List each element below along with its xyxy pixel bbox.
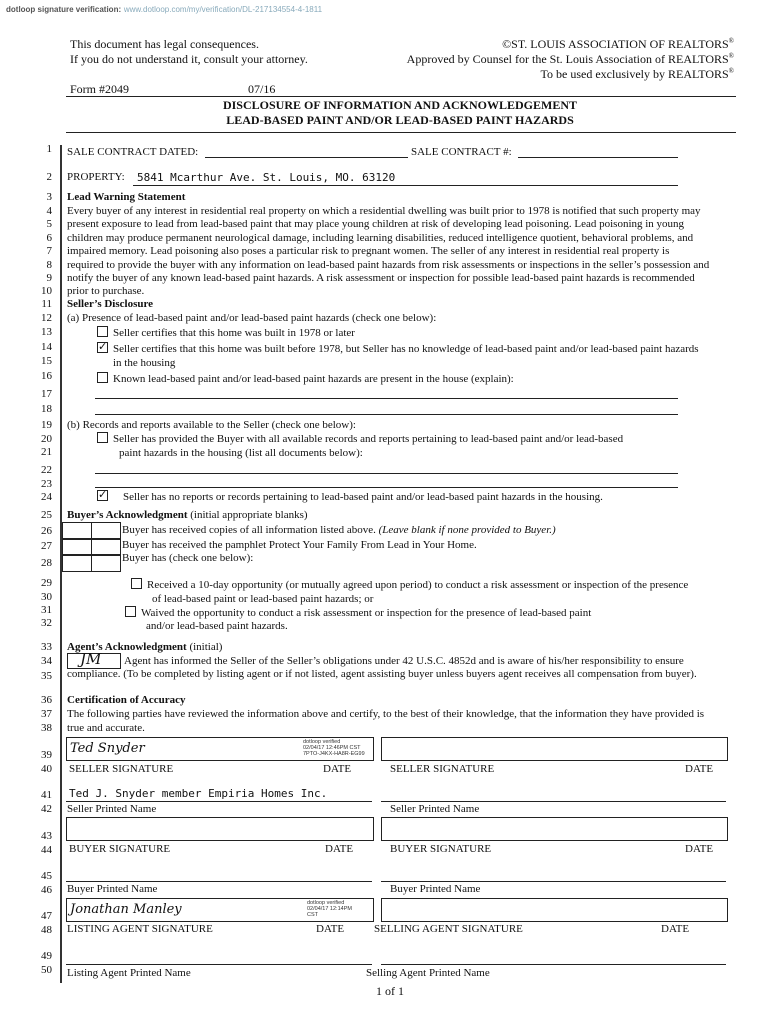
selling-agent-printed-name-label: Selling Agent Printed Name [366, 967, 490, 979]
selling-agent-printed-line [381, 964, 726, 965]
line-number: 36 [41, 694, 52, 706]
line-number: 11 [41, 298, 52, 310]
line-number: 43 [41, 830, 52, 842]
listing-agent-date-label: DATE [316, 923, 345, 935]
documents-line-1[interactable] [95, 473, 678, 474]
buyers-ack-heading: Buyer’s Acknowledgment (initial appropriate blanks) [67, 509, 308, 521]
line-number: 18 [41, 403, 52, 415]
warning-line: children may produce permanent neurological damage, including learning disabilities, reduced intelligence quotient, behavioral problems, and [67, 232, 694, 244]
seller-date-label: DATE [323, 763, 352, 775]
line-number: 23 [41, 478, 52, 490]
line-number: 10 [41, 285, 52, 297]
agent-initial-box[interactable] [67, 650, 121, 669]
option-10-day-opportunity: Received a 10-day opportunity (or mutually agreed upon period) to conduct a risk assessment or inspection of the presence [131, 578, 688, 591]
buyer-signature-label: BUYER SIGNATURE [69, 843, 171, 855]
agent-ack-line2: compliance. (To be completed by listing agent or if not listed, agent assisting buyer unless buyers agent receives all compensation from buyer). [67, 668, 697, 680]
documents-line-2[interactable] [95, 487, 678, 488]
line-number: 9 [46, 272, 52, 284]
checkbox-waived[interactable] [125, 606, 136, 617]
line-number: 42 [41, 803, 52, 815]
listing-agent-signature: Jonathan Manley [70, 902, 182, 917]
line-number: 27 [41, 540, 52, 552]
approval-line: Approved by Counsel for the St. Louis Association of REALTORS® [406, 52, 734, 66]
warning-line: notify the buyer of any known lead-based paint hazards. A risk assessment or inspection for possible lead-based paint hazards is recommended [67, 272, 695, 284]
line-number: 39 [41, 749, 52, 761]
agent-initials: JM [80, 650, 102, 668]
checkbox-known-lead[interactable] [97, 372, 108, 383]
property-value[interactable]: 5841 Mcarthur Ave. St. Louis, MO. 63120 [137, 171, 396, 184]
disclosure-b-label: (b) Records and reports available to the Seller (check one below): [67, 419, 356, 431]
warning-line: Every buyer of any interest in residential real property on which a residential dwelling was built prior to 1978 is notified that such property may [67, 205, 701, 217]
option-waived: Waived the opportunity to conduct a risk assessment or inspection for the presence of lead-based paint [125, 606, 591, 619]
option-built-1978-or-later: Seller certifies that this home was built in 1978 or later [97, 326, 355, 339]
page-number: 1 of 1 [376, 984, 404, 998]
option-built-before-1978-cont: in the housing [113, 357, 176, 369]
line-number: 37 [41, 708, 52, 720]
selling-agent-date-label: DATE [661, 923, 690, 935]
dotloop-verified-stamp: dotloop verified 02/04/17 12:46PM CST 7PTO-J4KX-HA8R-EG99 [303, 739, 365, 757]
selling-agent-signature-label: SELLING AGENT SIGNATURE [374, 923, 523, 935]
buyer-printed-name-label: Buyer Printed Name [67, 883, 158, 895]
line-number: 1 [46, 143, 52, 155]
line-number: 38 [41, 722, 52, 734]
line-number: 17 [41, 388, 52, 400]
disclosure-a-label: (a) Presence of lead-based paint and/or lead-based paint hazards (check one below): [67, 312, 437, 324]
line-number: 3 [46, 191, 52, 203]
option-known-lead: Known lead-based paint and/or lead-based paint hazards are present in the house (explain): [97, 372, 514, 385]
property-label: PROPERTY: [67, 171, 125, 183]
header-divider [66, 96, 736, 97]
line-number: 22 [41, 464, 52, 476]
buyer2-printed-name-label: Buyer Printed Name [390, 883, 481, 895]
option-built-before-1978: ✓Seller certifies that this home was built before 1978, but Seller has no knowledge of lead-based paint and/or lead-based paint hazards [97, 342, 699, 355]
line-number: 16 [41, 370, 52, 382]
checkbox-10-day-opportunity[interactable] [131, 578, 142, 589]
seller-printed-name-value[interactable]: Ted J. Snyder member Empiria Homes Inc. [69, 787, 328, 800]
lead-warning-heading: Lead Warning Statement [67, 191, 186, 203]
form-title-line1: DISCLOSURE OF INFORMATION AND ACKNOWLEDGEMENT [222, 98, 578, 112]
line-number: 32 [41, 617, 52, 629]
warning-line: impaired memory. Lead poisoning also poses a particular risk to pregnant women. The seller of any interest in residential real property is [67, 245, 670, 257]
seller-signature-label: SELLER SIGNATURE [69, 763, 174, 775]
seller2-printed-line [381, 801, 726, 802]
checkbox-records-provided[interactable] [97, 432, 108, 443]
seller-signature-box[interactable] [66, 737, 374, 761]
checkbox-built-after-1978[interactable] [97, 326, 108, 337]
buyer-date-label: DATE [325, 843, 354, 855]
agents-ack-heading: Agent’s Acknowledgment (initial) [67, 641, 223, 653]
copyright-line: ©ST. LOUIS ASSOCIATION OF REALTORS® [502, 37, 734, 51]
buyer-has-check-one: Buyer has (check one below): [122, 552, 254, 564]
legal-notice-line1: This document has legal consequences. [70, 37, 259, 51]
listing-agent-signature-label: LISTING AGENT SIGNATURE [67, 923, 213, 935]
option-no-records: ✓Seller has no reports or records pertaining to lead-based paint and/or lead-based paint hazards in the housing. [97, 490, 603, 503]
buyer-printed-line [66, 881, 372, 882]
line-number: 19 [41, 419, 52, 431]
line-number: 5 [46, 218, 52, 230]
listing-agent-signature-box[interactable] [66, 898, 374, 922]
line-number: 12 [41, 312, 52, 324]
buyer2-printed-line [381, 881, 726, 882]
seller2-signature-label: SELLER SIGNATURE [390, 763, 495, 775]
line-number: 26 [41, 525, 52, 537]
line-number: 29 [41, 577, 52, 589]
buyer-initial-box[interactable] [62, 554, 92, 572]
certification-line2: true and accurate. [67, 722, 145, 734]
line-number: 6 [46, 232, 52, 244]
selling-agent-signature-box[interactable] [381, 898, 728, 922]
buyer-signature-box[interactable] [66, 817, 374, 841]
line-number: 45 [41, 870, 52, 882]
buyer-received-copies: Buyer has received copies of all information listed above. (Leave blank if none provided to Buyer.) [122, 524, 556, 536]
line-number: 41 [41, 789, 52, 801]
verification-banner [6, 3, 770, 21]
line-number: 15 [41, 355, 52, 367]
seller-printed-line [66, 801, 372, 802]
form-title-line2: LEAD-BASED PAINT AND/OR LEAD-BASED PAINT HAZARDS [226, 113, 574, 127]
line-number: 24 [41, 491, 52, 503]
checkbox-built-before-1978[interactable] [97, 342, 108, 353]
line-number: 31 [41, 604, 52, 616]
line-number: 13 [41, 326, 52, 338]
buyer2-signature-box[interactable] [381, 817, 728, 841]
option-records-provided-cont: paint hazards in the housing (list all documents below): [119, 447, 363, 459]
line-number: 8 [46, 259, 52, 271]
line-number: 47 [41, 910, 52, 922]
form-date: 07/16 [248, 82, 276, 96]
seller-signature: Ted Snyder [70, 741, 145, 756]
line-number: 14 [41, 341, 52, 353]
title-divider [66, 132, 736, 133]
line-number: 7 [46, 245, 52, 257]
line-number: 21 [41, 446, 52, 458]
agent-ack-line1: Agent has informed the Seller of the Seller’s obligations under 42 U.S.C. 4852d and is aware of his/her responsibility to ensure [124, 655, 684, 667]
option-10-day-cont: of lead-based paint or lead-based paint hazards; or [152, 593, 374, 605]
buyer-received-pamphlet: Buyer has received the pamphlet Protect Your Family From Lead in Your Home. [122, 539, 477, 551]
sale-contract-number-label: SALE CONTRACT #: [411, 146, 512, 158]
verification-link[interactable]: www.dotloop.com/my/verification/DL-217134554-4-1811 [123, 5, 323, 14]
option-records-provided: Seller has provided the Buyer with all available records and reports pertaining to lead-based paint and/or lead-based [97, 432, 623, 445]
warning-line: present exposure to lead from lead-based paint that may place young children at risk of developing lead poisoning. Lead poisoning in young [67, 218, 685, 230]
line-number: 28 [41, 557, 52, 569]
verification-label: dotloop signature verification: [6, 5, 122, 14]
certification-line1: The following parties have reviewed the information above and certify, to the best of their knowledge, that the information they have provided is [67, 708, 705, 720]
line-number: 2 [46, 171, 52, 183]
buyer2-signature-label: BUYER SIGNATURE [390, 843, 492, 855]
line-number: 44 [41, 844, 52, 856]
line-number: 30 [41, 591, 52, 603]
warning-line: required to provide the buyer with any information on lead-based paint hazards from risk assessments or inspections in the seller’s possession and [67, 259, 710, 271]
line-number: 25 [41, 509, 52, 521]
line-number: 34 [41, 655, 52, 667]
warning-line: prior to purchase. [67, 285, 145, 297]
line-number: 35 [41, 670, 52, 682]
explain-line-2[interactable] [95, 414, 678, 415]
line-number: 33 [41, 641, 52, 653]
checkbox-no-records[interactable] [97, 490, 108, 501]
seller2-date-label: DATE [685, 763, 714, 775]
line-number: 50 [41, 964, 52, 976]
sale-contract-dated-field[interactable] [205, 157, 408, 158]
listing-agent-printed-name-label: Listing Agent Printed Name [67, 967, 191, 979]
legal-notice-line2: If you do not understand it, consult your attorney. [70, 52, 308, 66]
line-number: 20 [41, 433, 52, 445]
explain-line-1[interactable] [95, 398, 678, 399]
line-number: 46 [41, 884, 52, 896]
buyer-initial-box[interactable] [91, 554, 121, 572]
sale-contract-number-field[interactable] [518, 157, 678, 158]
option-waived-cont: and/or lead-based paint hazards. [146, 620, 288, 632]
dotloop-verified-stamp: dotloop verified 02/04/17 12:14PM CST [307, 900, 352, 918]
form-number: Form #2049 [70, 82, 130, 96]
exclusive-use-line: To be used exclusively by REALTORS® [540, 67, 734, 81]
sellers-disclosure-heading: Seller’s Disclosure [67, 298, 154, 310]
buyer2-date-label: DATE [685, 843, 714, 855]
sale-contract-dated-label: SALE CONTRACT DATED: [67, 146, 199, 158]
seller-printed-name-label: Seller Printed Name [67, 803, 157, 815]
line-number: 40 [41, 763, 52, 775]
line-number: 4 [46, 205, 52, 217]
seller2-signature-box[interactable] [381, 737, 728, 761]
line-number: 49 [41, 950, 52, 962]
line-number: 48 [41, 924, 52, 936]
listing-agent-printed-line [66, 964, 372, 965]
property-field-line [133, 185, 678, 186]
certification-heading: Certification of Accuracy [67, 694, 186, 706]
seller2-printed-name-label: Seller Printed Name [390, 803, 480, 815]
